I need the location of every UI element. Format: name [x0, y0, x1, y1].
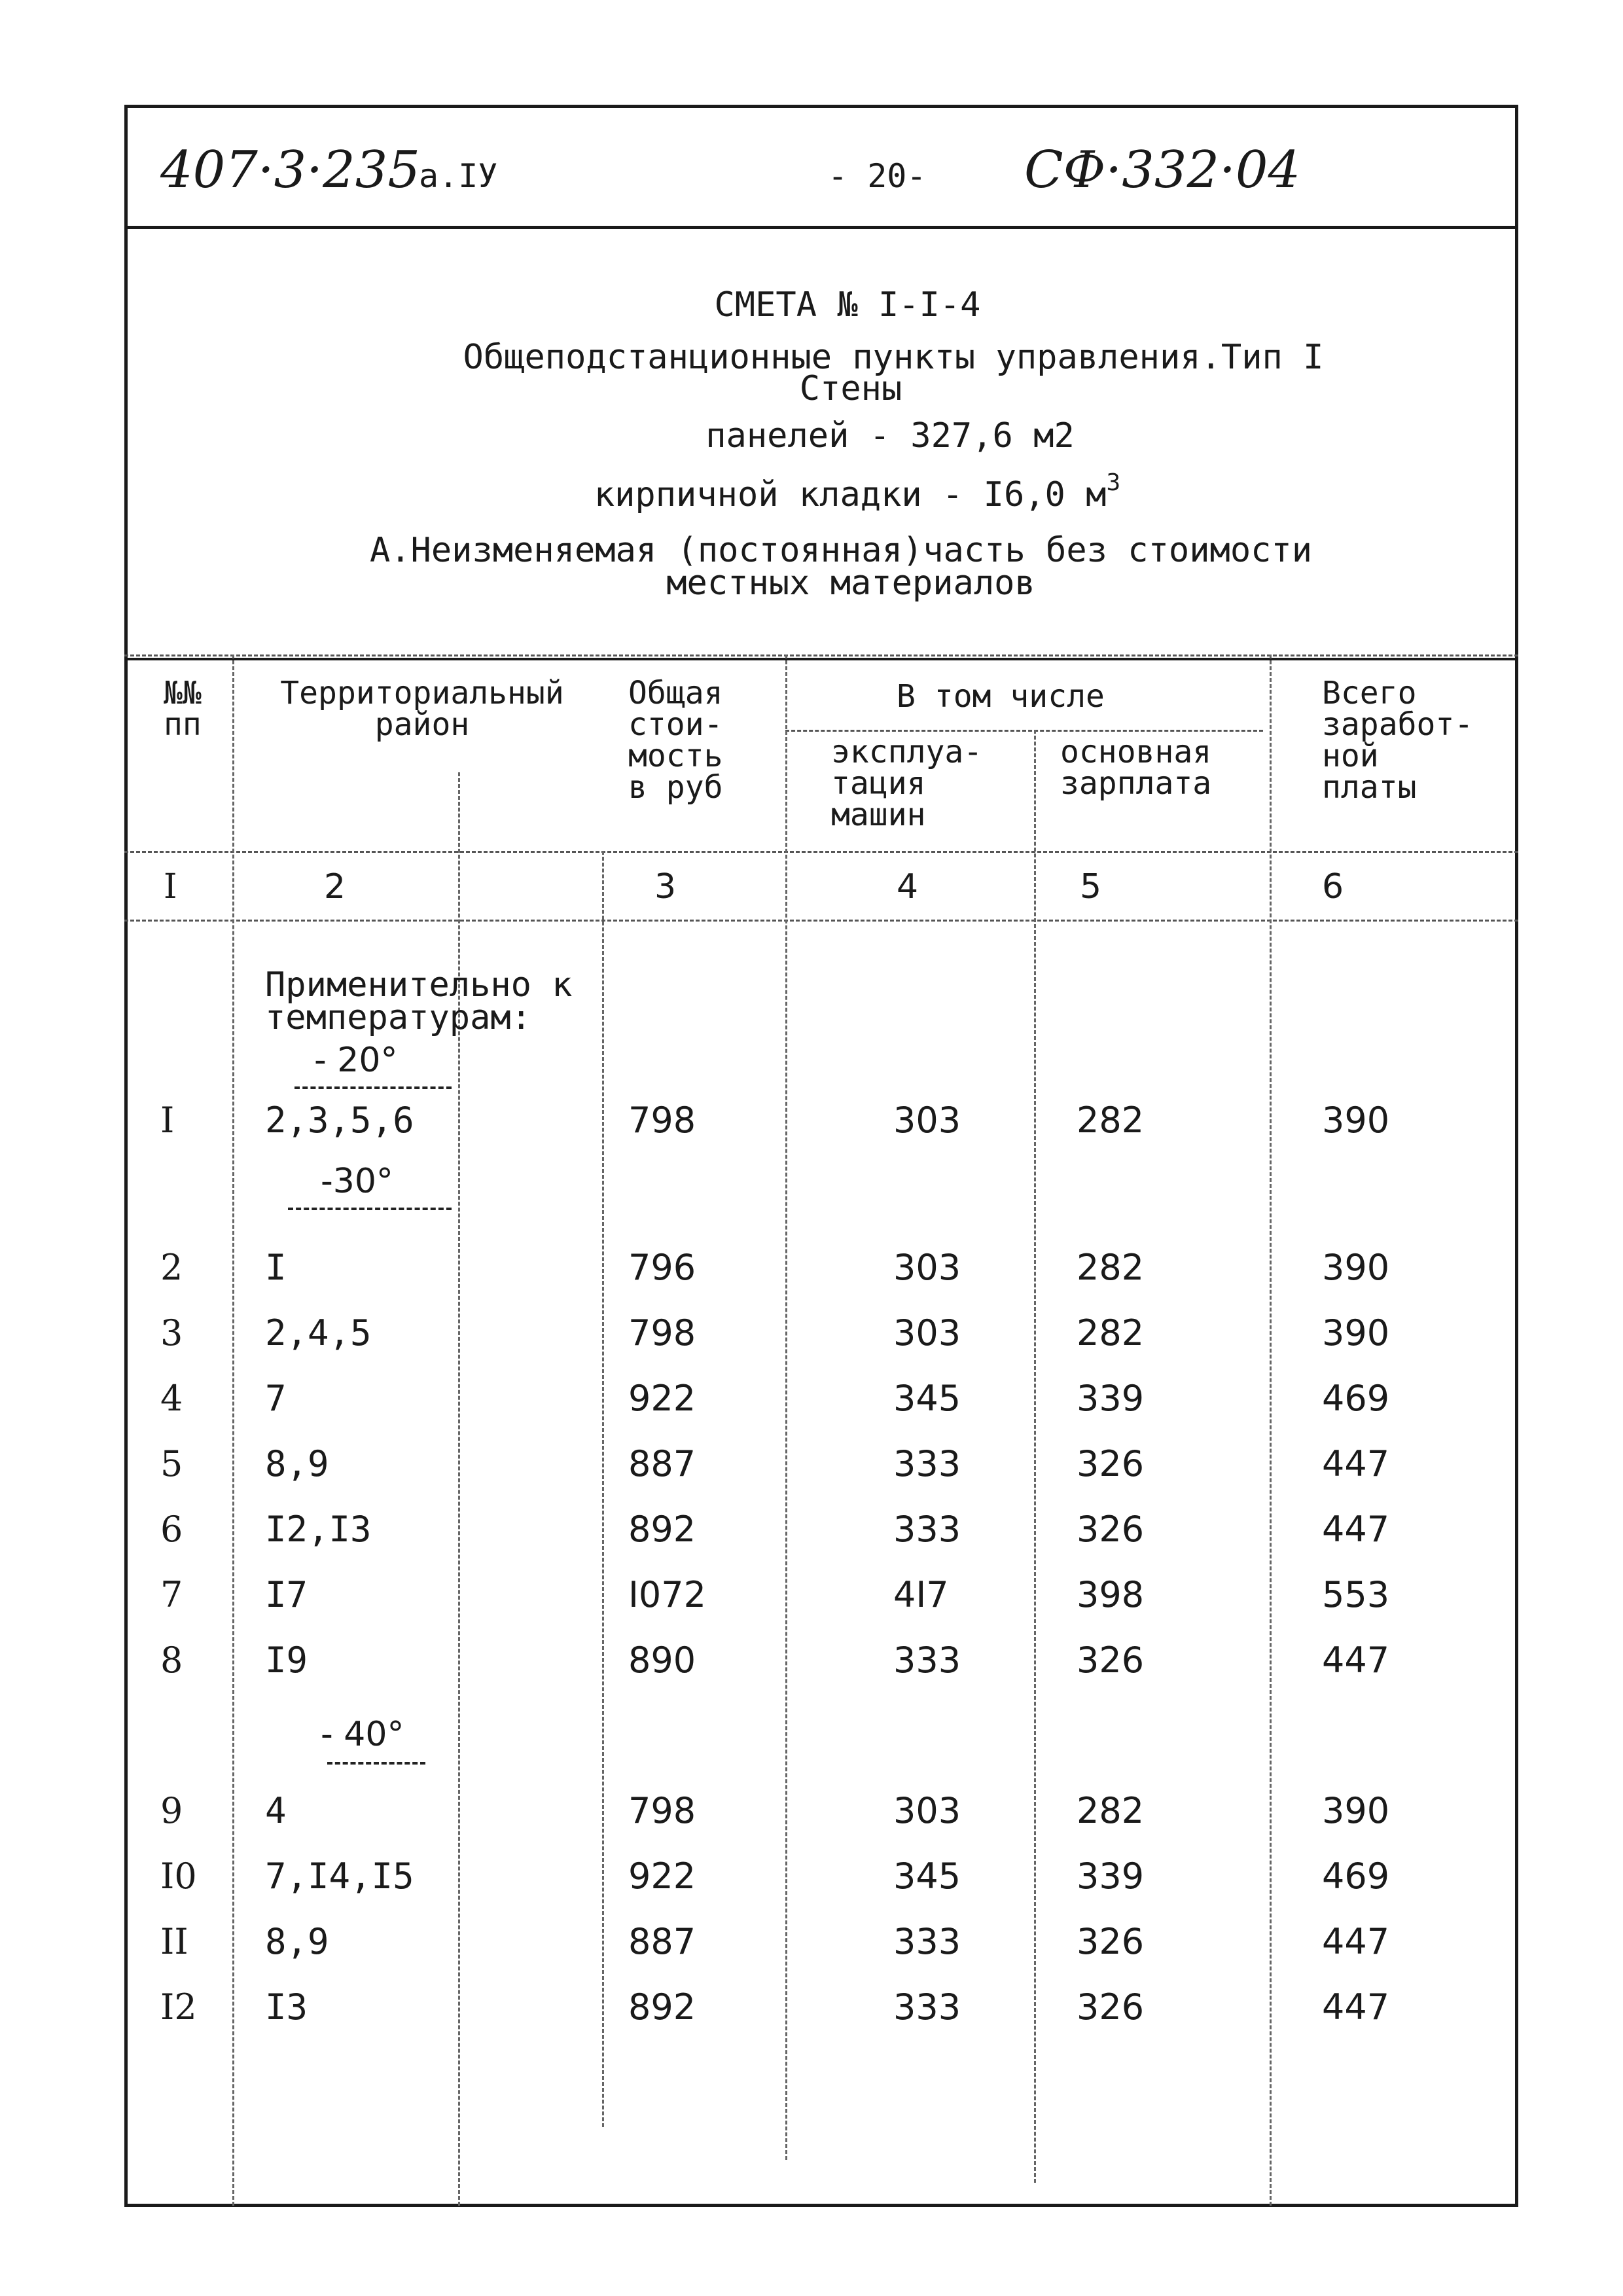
- cell-total: 892: [628, 1986, 696, 2028]
- cell-n: I: [160, 1100, 175, 1141]
- cell-exploit: 333: [893, 1640, 961, 1681]
- brickwork-volume-text: кирпичной кладки - I6,0 м: [594, 475, 1107, 514]
- header-bottom-rule: [124, 851, 1518, 853]
- cell-all-wages: 447: [1322, 1509, 1390, 1550]
- table-top-rule: [124, 655, 1518, 656]
- cell-region: 4: [265, 1790, 287, 1831]
- header-machine-line: машин: [831, 797, 926, 833]
- temperature-intro-line: температурам:: [265, 998, 531, 1037]
- cell-total: 798: [628, 1790, 696, 1831]
- section-subtitle: местных материалов: [666, 564, 1035, 603]
- cell-all-wages: 390: [1322, 1312, 1390, 1354]
- group-rule: [785, 730, 1263, 732]
- header-total-line: Общая: [628, 675, 723, 711]
- cell-salary: 339: [1077, 1378, 1145, 1419]
- header-total-line: мость: [628, 738, 723, 774]
- cell-salary: 326: [1077, 1509, 1145, 1550]
- cell-region: 8,9: [265, 1921, 329, 1962]
- col-divider-5: [1034, 730, 1036, 2183]
- cell-exploit: 303: [893, 1790, 961, 1831]
- cell-all-wages: 469: [1322, 1378, 1390, 1419]
- cell-all-wages: 553: [1322, 1574, 1390, 1615]
- header-region-line: район: [374, 706, 470, 743]
- cell-all-wages: 390: [1322, 1790, 1390, 1831]
- cell-n: 3: [160, 1312, 183, 1354]
- cell-exploit: 303: [893, 1247, 961, 1288]
- estimate-object: Стены: [799, 369, 902, 408]
- header-wages-line: Всего: [1322, 675, 1417, 711]
- cell-region: 7: [265, 1378, 287, 1419]
- col-divider-6: [1270, 655, 1272, 2206]
- header-wages-line: ной: [1322, 738, 1379, 774]
- col-divider-1: [232, 655, 234, 2206]
- cell-n: 7: [160, 1574, 183, 1615]
- cell-exploit: 333: [893, 1921, 961, 1962]
- cell-exploit: 333: [893, 1443, 961, 1484]
- cell-total: I072: [628, 1574, 706, 1615]
- cell-total: 798: [628, 1100, 696, 1141]
- brickwork-volume: [0, 471, 1623, 512]
- cell-all-wages: 447: [1322, 1986, 1390, 2028]
- cell-region: I3: [265, 1986, 308, 2028]
- cell-exploit: 303: [893, 1312, 961, 1354]
- temperature-group-label: - 40°: [321, 1715, 404, 1754]
- cell-n: 5: [160, 1443, 183, 1484]
- cell-salary: 282: [1077, 1247, 1145, 1288]
- cell-all-wages: 447: [1322, 1640, 1390, 1681]
- cell-n: 9: [160, 1790, 183, 1831]
- panels-volume: панелей - 327,6 м2: [705, 416, 1075, 456]
- cell-total: 922: [628, 1856, 696, 1897]
- page-number: - 20-: [828, 157, 927, 195]
- header-salary-line: зарплата: [1060, 765, 1212, 802]
- header-total-wages: [1322, 675, 1474, 806]
- cell-exploit: 4I7: [893, 1574, 949, 1615]
- cell-salary: 339: [1077, 1856, 1145, 1897]
- header-region: [265, 675, 579, 743]
- column-number: 2: [324, 867, 346, 906]
- cell-salary: 282: [1077, 1790, 1145, 1831]
- column-number: 4: [897, 867, 919, 906]
- header-divider: [128, 226, 1515, 229]
- cell-region: I7: [265, 1574, 308, 1615]
- header-total-line: стои-: [628, 706, 723, 743]
- temperature-group-label: - 20°: [314, 1041, 398, 1080]
- cell-region: 2,3,5,6: [265, 1100, 414, 1141]
- header-machine-line: тация: [831, 765, 926, 802]
- cell-n: 6: [160, 1509, 183, 1550]
- cell-total: 922: [628, 1378, 696, 1419]
- brickwork-volume-unit: 3: [1106, 469, 1121, 496]
- column-number: I: [164, 867, 177, 906]
- header-base-salary: [1060, 734, 1212, 802]
- album-label: а.IУ: [419, 157, 498, 195]
- cell-salary: 326: [1077, 1443, 1145, 1484]
- temperature-intro-line: Применительно к: [265, 965, 573, 1005]
- column-numbers-rule: [124, 920, 1518, 922]
- cell-total: 887: [628, 1443, 696, 1484]
- cell-exploit: 303: [893, 1100, 961, 1141]
- cell-salary: 326: [1077, 1640, 1145, 1681]
- temperature-intro: [265, 965, 573, 1037]
- title-divider: [128, 658, 1515, 660]
- cell-salary: 282: [1077, 1100, 1145, 1141]
- cell-region: I9: [265, 1640, 308, 1681]
- header-salary-line: основная: [1060, 734, 1212, 770]
- cell-exploit: 333: [893, 1986, 961, 2028]
- cell-total: 887: [628, 1921, 696, 1962]
- cell-exploit: 345: [893, 1378, 961, 1419]
- col-divider-3: [602, 851, 604, 2127]
- cell-exploit: 333: [893, 1509, 961, 1550]
- header-number-line: №№: [164, 675, 202, 711]
- cell-salary: 326: [1077, 1986, 1145, 2028]
- column-number: 5: [1080, 867, 1102, 906]
- cell-n: I0: [160, 1856, 197, 1897]
- cell-total: 798: [628, 1312, 696, 1354]
- header-machine-line: эксплуа-: [831, 734, 983, 770]
- cell-salary: 282: [1077, 1312, 1145, 1354]
- estimate-title: СМЕТА № I-I-4: [714, 285, 981, 325]
- temperature-underline: [288, 1208, 452, 1210]
- cell-total: 890: [628, 1640, 696, 1681]
- header-wages-line: платы: [1322, 769, 1417, 806]
- section-title: А.Неизменяемая (постоянная)часть без стоимости: [369, 531, 1313, 570]
- header-region-line: Территориальный: [280, 675, 564, 711]
- header-wages-line: заработ-: [1322, 706, 1474, 743]
- cell-all-wages: 469: [1322, 1856, 1390, 1897]
- cell-n: 2: [160, 1247, 183, 1288]
- header-total-line: в руб: [628, 769, 723, 806]
- cell-region: 2,4,5: [265, 1312, 372, 1354]
- header-number: [164, 675, 202, 743]
- cell-region: 7,I4,I5: [265, 1856, 414, 1897]
- cell-n: 4: [160, 1378, 183, 1419]
- column-number: 3: [654, 867, 677, 906]
- cell-all-wages: 390: [1322, 1100, 1390, 1141]
- cell-salary: 326: [1077, 1921, 1145, 1962]
- cell-exploit: 345: [893, 1856, 961, 1897]
- cell-region: I: [265, 1247, 287, 1288]
- column-number: 6: [1322, 867, 1344, 906]
- header-machine-operation: [831, 736, 982, 831]
- estimate-subtitle: Общеподстанционные пункты управления.Тип I: [463, 338, 1324, 377]
- cell-n: I2: [160, 1986, 197, 2028]
- cell-region: 8,9: [265, 1443, 329, 1484]
- temperature-group-label: -30°: [321, 1162, 393, 1201]
- header-total-cost: [628, 675, 723, 806]
- cell-region: I2,I3: [265, 1509, 372, 1550]
- cell-n: II: [160, 1921, 188, 1962]
- cell-salary: 398: [1077, 1574, 1145, 1615]
- temperature-underline: [327, 1762, 425, 1765]
- cell-total: 892: [628, 1509, 696, 1550]
- header-including: В том числе: [897, 678, 1105, 715]
- cell-n: 8: [160, 1640, 183, 1681]
- cell-all-wages: 390: [1322, 1247, 1390, 1288]
- document-code: 407·3·235: [160, 141, 420, 200]
- cell-total: 796: [628, 1247, 696, 1288]
- cell-all-wages: 447: [1322, 1443, 1390, 1484]
- header-number-line: пп: [164, 706, 202, 743]
- sheet-code: СФ·332·04: [1024, 141, 1301, 200]
- cell-all-wages: 447: [1322, 1921, 1390, 1962]
- temperature-underline: [294, 1086, 452, 1089]
- col-divider-4: [785, 655, 787, 2160]
